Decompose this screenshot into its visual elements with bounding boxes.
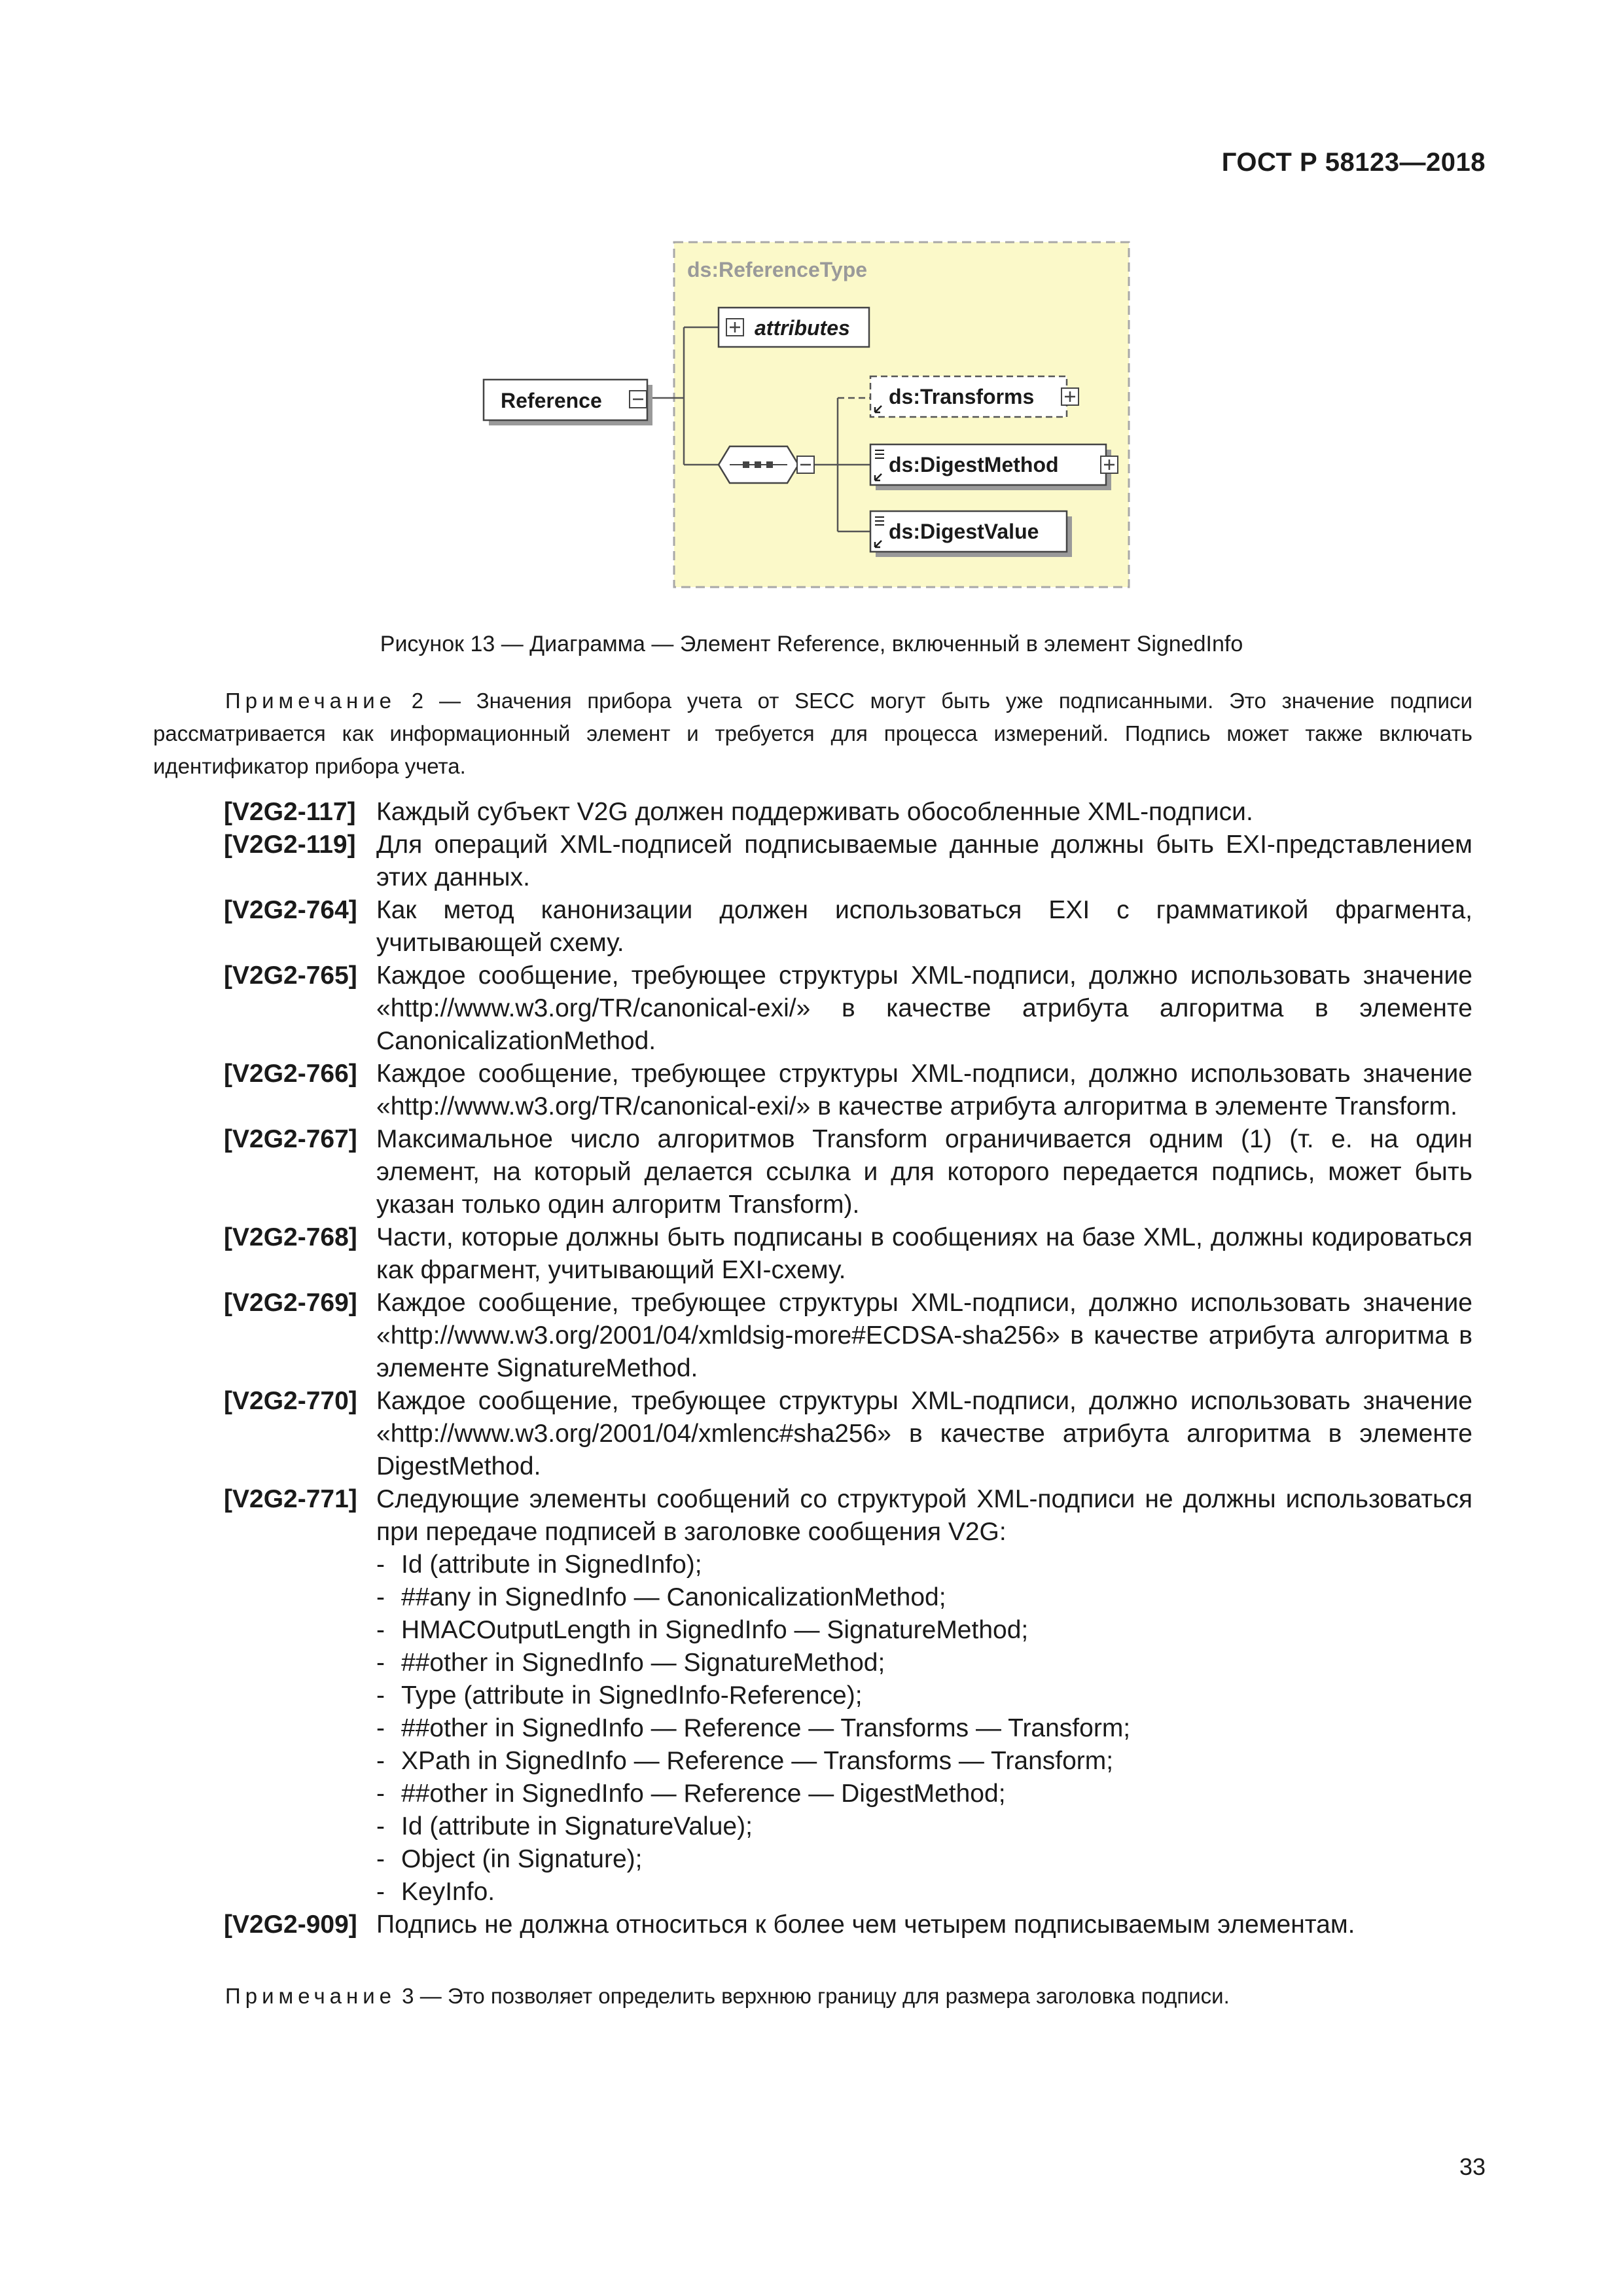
page-number: 33 xyxy=(1459,2153,1486,2180)
type-name-label: ds:ReferenceType xyxy=(687,258,868,281)
list-item: - XPath in SignedInfo — Reference — Transforms — Transform; xyxy=(376,1747,1114,1775)
list-item: - Id (attribute in SignedInfo); xyxy=(376,1551,702,1579)
list-item: - ##other in SignedInfo — SignatureMethod; xyxy=(376,1649,885,1677)
requirement-item xyxy=(224,829,1472,894)
list-item-text: ##other in SignedInfo — Reference — DigestMethod; xyxy=(401,1780,1006,1808)
requirement-text: Как метод канонизации должен использоваться EXI с грамматикой фрагмента, учитывающей схему. xyxy=(376,896,1472,957)
list-item: - KeyInfo. xyxy=(376,1878,495,1906)
list-item: - Id (attribute in SignatureValue); xyxy=(376,1812,753,1840)
requirement-text: Для операций XML-подписей подписываемые данные должны быть EXI-представлением этих данных. xyxy=(376,831,1472,891)
note-2 xyxy=(153,685,1472,783)
requirement-code: [V2G2-768] xyxy=(224,1223,357,1251)
requirement-text: Каждое сообщение, требующее структуры XML-подписи, должно использовать значение «http://www.w3.org/2001/04/xmlenc#sha256» в качестве атрибута алгоритма в элементе DigestMethod. xyxy=(376,1387,1472,1480)
list-item: - Object (in Signature); xyxy=(376,1845,643,1873)
requirement-item xyxy=(224,1483,1472,1909)
requirement-item xyxy=(224,1123,1472,1221)
attributes-label: attributes xyxy=(755,316,850,340)
requirement-code: [V2G2-765] xyxy=(224,961,357,990)
list-item-text: HMACOutputLength in SignedInfo — SignatureMethod; xyxy=(401,1616,1029,1644)
list-item-text: ##any in SignedInfo — CanonicalizationMethod; xyxy=(401,1583,946,1611)
requirement-text: Максимальное число алгоритмов Transform ограничивается одним (1) (т. е. на один элемент, на который делается ссылка и для которого передается подпись, может быть указан только один алгоритм Transform). xyxy=(376,1125,1472,1219)
requirement-text: Части, которые должны быть подписаны в сообщениях на базе XML, должны кодироваться как фрагмент, учитывающий EXI-схему. xyxy=(376,1223,1472,1284)
requirement-code: [V2G2-766] xyxy=(224,1060,357,1088)
requirement-item xyxy=(224,796,1472,829)
requirement-item xyxy=(224,1909,1472,1941)
list-item-text: KeyInfo. xyxy=(401,1878,495,1906)
requirement-item xyxy=(224,894,1472,960)
list-item: - HMACOutputLength in SignedInfo — SignatureMethod; xyxy=(376,1616,1029,1644)
requirement-item xyxy=(224,1221,1472,1287)
list-item-text: Object (in Signature); xyxy=(401,1845,643,1873)
requirement-item xyxy=(224,1287,1472,1385)
note-text: 2 — Значения прибора учета от SECC могут быть уже подписанными. Это значение подписи рассматривается как информационный элемент и требуется для процесса измерений. Подпись может также включать идентификатор прибора учета. xyxy=(153,689,1472,778)
list-item-text: Id (attribute in SignedInfo); xyxy=(401,1551,702,1579)
requirement-code: [V2G2-767] xyxy=(224,1125,357,1153)
requirement-item xyxy=(224,960,1472,1058)
requirement-code: [V2G2-771] xyxy=(224,1485,357,1513)
reference-element-label: Reference xyxy=(501,389,602,412)
requirement-code: [V2G2-770] xyxy=(224,1387,357,1415)
list-item-text: Type (attribute in SignedInfo-Reference); xyxy=(401,1681,863,1710)
figure-caption: Рисунок 13 — Диаграмма — Элемент Reference, включенный в элемент SignedInfo xyxy=(380,632,1243,656)
requirement-text: Подпись не должна относиться к более чем четырем подписываемым элементам. xyxy=(376,1910,1355,1939)
note-text: 3 — Это позволяет определить верхнюю границу для размера заголовка подписи. xyxy=(396,1984,1230,2008)
list-item: - Type (attribute in SignedInfo-Reference); xyxy=(376,1681,863,1710)
requirement-code: [V2G2-119] xyxy=(224,831,356,859)
requirement-code: [V2G2-769] xyxy=(224,1289,357,1317)
requirement-text: Каждый субъект V2G должен поддерживать обособленные XML-подписи. xyxy=(376,798,1253,826)
reference-type-diagram xyxy=(481,236,1155,602)
list-item-text: ##other in SignedInfo — SignatureMethod; xyxy=(401,1649,885,1677)
list-item-text: XPath in SignedInfo — Reference — Transforms — Transform; xyxy=(401,1747,1114,1775)
list-item: - ##other in SignedInfo — Reference — Transforms — Transform; xyxy=(376,1714,1131,1742)
requirement-code: [V2G2-117] xyxy=(224,798,356,826)
note-label: Примечание xyxy=(225,1984,397,2008)
requirement-item xyxy=(224,1385,1472,1483)
digest-method-element-label: ds:DigestMethod xyxy=(889,453,1059,476)
requirement-code: [V2G2-764] xyxy=(224,896,357,924)
document-header: ГОСТ Р 58123—2018 xyxy=(1221,148,1486,177)
list-item: - ##other in SignedInfo — Reference — DigestMethod; xyxy=(376,1780,1006,1808)
list-item-text: Id (attribute in SignatureValue); xyxy=(401,1812,753,1840)
requirement-text: Каждое сообщение, требующее структуры XML-подписи, должно использовать значение «http://www.w3.org/TR/canonical-exi/» в качестве атрибута алгоритма в элементе Transform. xyxy=(376,1060,1472,1121)
requirements-list xyxy=(224,796,1472,1941)
transforms-element-label: ds:Transforms xyxy=(889,385,1035,408)
digest-value-element-label: ds:DigestValue xyxy=(889,520,1039,543)
requirement-text: Каждое сообщение, требующее структуры XML-подписи, должно использовать значение «http://www.w3.org/2001/04/xmldsig-more#ECDSA-sha256» в качестве атрибута алгоритма в элементе SignatureMethod. xyxy=(376,1289,1472,1382)
list-item: - ##any in SignedInfo — CanonicalizationMethod; xyxy=(376,1583,946,1611)
requirement-code: [V2G2-909] xyxy=(224,1910,357,1939)
note-3 xyxy=(153,1980,1472,2013)
list-item-text: ##other in SignedInfo — Reference — Transforms — Transform; xyxy=(401,1714,1131,1742)
requirement-text: Следующие элементы сообщений со структурой XML-подписи не должны использоваться при передаче подписей в заголовке сообщения V2G: xyxy=(376,1485,1472,1546)
requirement-text: Каждое сообщение, требующее структуры XML-подписи, должно использовать значение «http://www.w3.org/TR/canonical-exi/» в качестве атрибута алгоритма в элементе CanonicalizationMethod. xyxy=(376,961,1472,1055)
excluded-elements-list xyxy=(376,1549,1472,1909)
note-label: Примечание xyxy=(225,689,397,713)
requirement-item xyxy=(224,1058,1472,1123)
